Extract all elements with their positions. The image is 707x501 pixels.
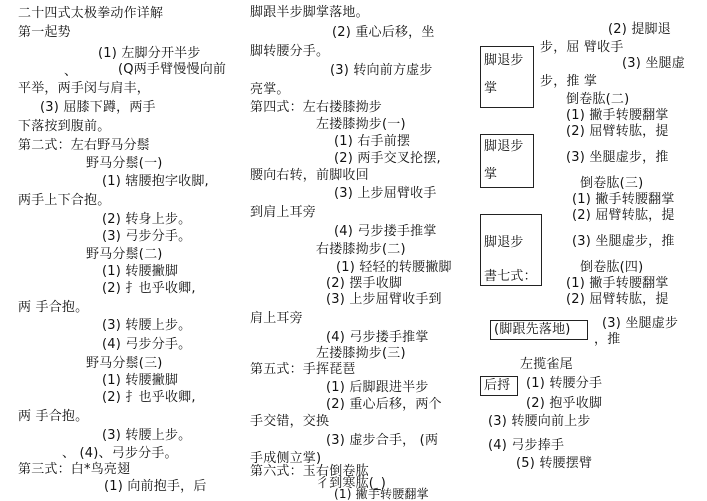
subsection-heading: 彳到寒肱(_): [316, 476, 387, 491]
step-line: (2) 扌也乎收卿,: [102, 390, 196, 405]
step-line: (3) 坐腿虚步，推: [566, 150, 669, 165]
text-line: 亮掌。: [250, 82, 290, 97]
margin-box: [480, 134, 534, 188]
box-text: 書七式：: [484, 269, 537, 284]
subsection-heading: 倒卷肱(三): [580, 176, 644, 191]
text-line: 脚跟半步脚掌落地。: [250, 5, 369, 20]
subsection-heading: 左搂膝拗步(一): [316, 117, 406, 132]
step-line: (2) 摆手收脚: [326, 276, 403, 291]
step-line: (3) 虚步合手， (两: [326, 433, 439, 448]
text-line: 步，屈 臂收手: [540, 40, 624, 55]
step-line: (1) 撇手转腰翻掌: [566, 276, 669, 291]
step-line: (1) 转腰分手: [526, 376, 603, 391]
step-line: (1) 向前抱手，后: [104, 479, 207, 494]
section-heading: 第四式：左右搂膝拗步: [250, 100, 383, 115]
text-line: 两 手合抱。: [18, 409, 89, 424]
step-line: (3) 转腰上步。: [102, 428, 192, 443]
step-line: (4) 弓步捧手: [488, 438, 565, 453]
step-line: (1) 撇手转腰翻掌: [566, 108, 669, 123]
subsection-heading: 左搂膝拗步(三): [316, 346, 406, 361]
text-line: 肩上耳旁: [250, 311, 303, 326]
step-line: (2) 屈臂转肱，提: [572, 208, 675, 223]
step-line: (1) 右手前摆: [334, 134, 411, 149]
box-text: 掌: [484, 167, 498, 182]
step-line: (2) 屈臂转肱，提: [566, 292, 669, 307]
step-line: (2) 重心后移，坐: [332, 25, 435, 40]
step-line: (3) 坐腿虚: [622, 56, 685, 71]
step-line: (3) 转腰上步。: [102, 318, 192, 333]
text-line: 手成侧立掌): [250, 451, 322, 466]
step-line: (2) 转身上步。: [102, 212, 192, 227]
text-line: 下落按到腹前。: [18, 119, 111, 134]
box-text: 后捋: [484, 378, 511, 393]
step-line: (3) 弓步分手。: [102, 229, 192, 244]
margin-box: [490, 320, 588, 340]
step-line: (4) 弓步搂手推掌: [334, 224, 437, 239]
step-line: (1) 左脚分开半步: [98, 46, 201, 61]
section-heading: 第五式：手挥琵琶: [250, 362, 356, 377]
text-line: 脚转腰分手。: [250, 44, 330, 59]
margin-box: [480, 376, 518, 396]
step-line: (2) 重心后移，两个: [326, 397, 442, 412]
step-line: (1) 轻轻的转腰撇脚: [336, 260, 452, 275]
step-line: (3) 坐腿虚步: [602, 316, 679, 331]
step-line: (4) 弓步搂手推掌: [326, 330, 429, 345]
step-line: (4) 弓步分手。: [102, 337, 192, 352]
step-line: (2) 两手交叉抡摆,: [334, 151, 441, 166]
subsection-heading: 倒卷肱(二): [566, 92, 630, 107]
subsection-heading: 野马分鬃(一): [86, 156, 163, 171]
text-line: 两 手合抱。: [18, 300, 89, 315]
margin-box: [480, 214, 542, 286]
box-text: 脚退步: [484, 53, 524, 68]
subsection-heading: 左揽雀尾: [520, 357, 573, 372]
box-text: 脚退步: [484, 139, 524, 154]
box-text: (脚跟先落地): [494, 322, 571, 337]
margin-box: [480, 46, 534, 108]
subsection-heading: 野马分鬃(二): [86, 247, 163, 262]
subsection-heading: 右搂膝拗步(二): [316, 242, 406, 257]
step-line: (Q两手臂慢慢向前: [118, 62, 227, 77]
text-line: 平举，两手闵与肩丰，: [18, 81, 151, 96]
step-line: 、 (4)、弓步分手。: [62, 446, 178, 461]
step-line: (3) 上步屈臂收手到: [326, 292, 442, 307]
text-mark: 、: [64, 64, 78, 79]
text-line: ，推: [594, 332, 621, 347]
step-line: (2) 屈臂转肱，提: [566, 124, 669, 139]
subsection-heading: 野马分鬃(三): [86, 356, 163, 371]
section-heading: 第一起势: [18, 25, 71, 40]
box-text: 脚退步: [484, 235, 524, 250]
step-line: (1) 撇手转腰翻掌: [334, 487, 429, 501]
step-line: (5) 转腰摆臂: [516, 456, 593, 471]
box-text: 掌: [484, 81, 498, 96]
step-line: (3) 上步屈臂收手: [334, 186, 437, 201]
step-line: (1) 辖腰抱字收脚,: [102, 174, 209, 189]
step-line: (3) 坐腿虚步，推: [572, 234, 675, 249]
step-line: (1) 转腰撇脚: [102, 373, 179, 388]
section-heading: 第六式：玉右倒卷肱: [250, 464, 369, 479]
step-line: (3) 转腰向前上步: [488, 414, 591, 429]
text-line: 腰向右转，前脚收回: [250, 168, 369, 183]
section-heading: 第三式：白*鸟亮翅: [18, 462, 131, 477]
step-line: (1) 撇手转腰翻掌: [572, 192, 675, 207]
step-line: (3) 转向前方虚步: [330, 63, 433, 78]
section-heading: 第二式：左右野马分鬃: [18, 138, 151, 153]
text-line: 步，推 掌: [540, 74, 598, 89]
step-line: (3) 屈膝下蹲，两手: [40, 100, 156, 115]
step-line: (2) 抱乎收脚: [526, 396, 603, 411]
step-line: (1) 转腰撇脚: [102, 264, 179, 279]
text-line: 到肩上耳旁: [250, 205, 317, 220]
step-line: (2) 扌也乎收卿,: [102, 281, 196, 296]
step-line: (2) 提脚退: [608, 22, 671, 37]
text-line: 手交错，交换: [250, 414, 330, 429]
subsection-heading: 倒卷肱(四): [580, 260, 644, 275]
document-title: 二十四式太极拳动作详解: [18, 6, 164, 21]
text-line: 两手上下合抱。: [18, 193, 111, 208]
step-line: (1) 后脚跟进半步: [326, 380, 429, 395]
